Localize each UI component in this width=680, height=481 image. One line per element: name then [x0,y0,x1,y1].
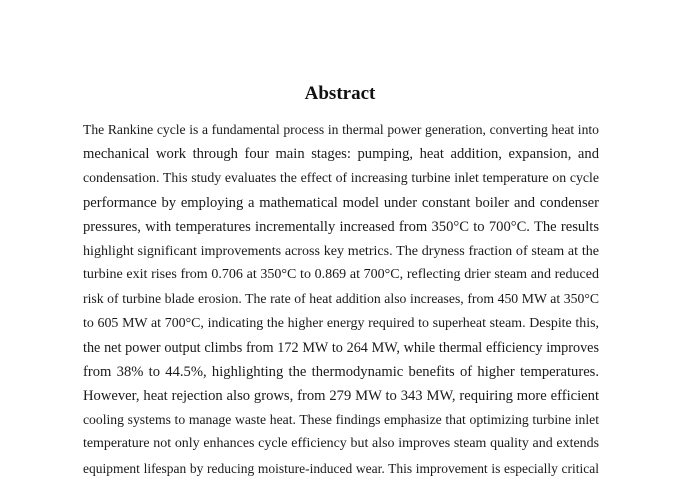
abstract-line-4: performance by employing a mathematical model under constant boiler and condenser [83,194,599,211]
abstract-line-5: pressures, with temperatures incrementally increased from 350°C to 700°C. The results [83,218,599,235]
abstract-line-12: However, heat rejection also grows, from 279 MW to 343 MW, requiring more efficient [83,388,599,405]
abstract-line-8: risk of turbine blade erosion. The rate of heat addition also increases, from 450 MW at 350°C [83,291,599,307]
abstract-body [83,118,599,481]
abstract-line-2: mechanical work through four main stages: pumping, heat addition, expansion, and [83,146,599,163]
abstract-line-3: condensation. This study evaluates the effect of increasing turbine inlet temperature on cycle [83,170,599,186]
abstract-line-6: highlight significant improvements across key metrics. The dryness fraction of steam at the [83,242,599,259]
abstract-line-14: temperature not only enhances cycle efficiency but also improves steam quality and extends [83,436,599,452]
abstract-line-13: cooling systems to manage waste heat. These findings emphasize that optimizing turbine inlet [83,412,599,428]
abstract-line-10: the net power output climbs from 172 MW to 264 MW, while thermal efficiency improves [83,339,599,356]
abstract-line-7: turbine exit rises from 0.706 at 350°C to 0.869 at 700°C, reflecting drier steam and reduced [83,267,599,283]
abstract-line-11: from 38% to 44.5%, highlighting the thermodynamic benefits of higher temperatures. [83,363,599,380]
abstract-line-15: equipment lifespan by reducing moisture-induced wear. This improvement is especially critical [83,460,599,476]
abstract-line-1: The Rankine cycle is a fundamental process in thermal power generation, converting heat into [83,122,599,137]
abstract-line-9: to 605 MW at 700°C, indicating the higher energy required to superheat steam. Despite this, [83,315,599,331]
abstract-heading: Abstract [304,83,376,104]
